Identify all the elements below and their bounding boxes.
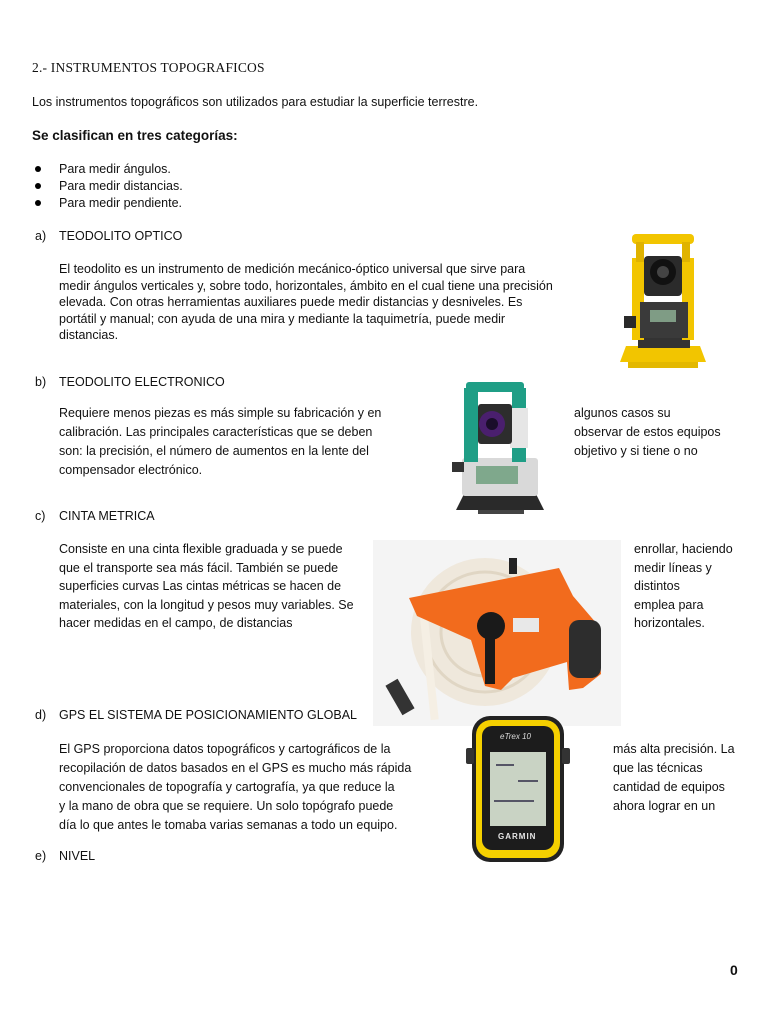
section-c-text-left: Consiste en una cinta flexible graduada y se puede que el transporte sea más fácil. También se puede superficies curvas Las cintas métricas se hacen de materiales, con la longitud y pesos muy variables. Se hacer medidas en el campo, de distancias	[59, 542, 354, 631]
section-a-heading: a) TEODOLITO OPTICO	[35, 229, 183, 243]
section-d-text-right: más alta precisión. La que las técnicas cantidad de equipos ahora lograr en un	[613, 742, 735, 813]
gps-device-image	[432, 708, 600, 866]
bullet-item: Para medir distancias.	[59, 178, 183, 195]
section-c-text-right: enrollar, haciendo medir líneas y distintos emplea para horizontales.	[634, 542, 733, 631]
section-d-text-left: El GPS proporciona datos topográficos y cartográficos de la recopilación de datos basados en el GPS es mucho más rápida convencionales de topografía y cartografía, ya que reduce la y la mano de obra que se requiere. Un solo topógrafo puede día lo que antes le tomaba varias semanas a todo un equipo.	[59, 742, 412, 832]
electronic-theodolite-image	[424, 378, 564, 526]
section-b-text-right: algunos casos su observar de estos equipos objetivo y si tiene o no	[574, 406, 721, 458]
gps-model-label: eTrex 10	[500, 732, 531, 741]
section-b-text-left: Requiere menos piezas es más simple su fabricación y en calibración. Las principales características que se deben son: la precisión, el número de aumentos en la lente del compensador electrónico.	[59, 406, 382, 477]
optical-theodolite-image	[588, 228, 736, 373]
measuring-tape-image	[373, 540, 621, 726]
page-number: 0	[730, 962, 738, 978]
bullet-item: Para medir pendiente.	[59, 195, 182, 212]
gps-brand-label: GARMIN	[498, 832, 537, 841]
section-d-heading: d) GPS EL SISTEMA DE POSICIONAMIENTO GLOBAL	[35, 708, 357, 722]
categories-heading: Se clasifican en tres categorías:	[32, 128, 238, 143]
section-c-heading: c) CINTA METRICA	[35, 509, 155, 523]
section-a-text: El teodolito es un instrumento de medición mecánico-óptico universal que sirve para medir ángulos verticales y, sobre todo, horizontales, ámbito en el cual tiene una precisión elevada. Con otras herramientas auxiliares puede medir distancias y desniveles. Es portátil y manual; con ayuda de una mira y mediante la taquimetría, puede medir distancias.	[59, 262, 553, 342]
section-e-heading: e) NIVEL	[35, 849, 96, 863]
intro-text: Los instrumentos topográficos son utilizados para estudiar la superficie terrestre.	[32, 95, 479, 109]
section-b-heading: b) TEODOLITO ELECTRONICO	[35, 375, 225, 389]
page-title: 2.- INSTRUMENTOS TOPOGRAFICOS	[32, 60, 265, 75]
bullet-item: Para medir ángulos.	[59, 161, 171, 178]
